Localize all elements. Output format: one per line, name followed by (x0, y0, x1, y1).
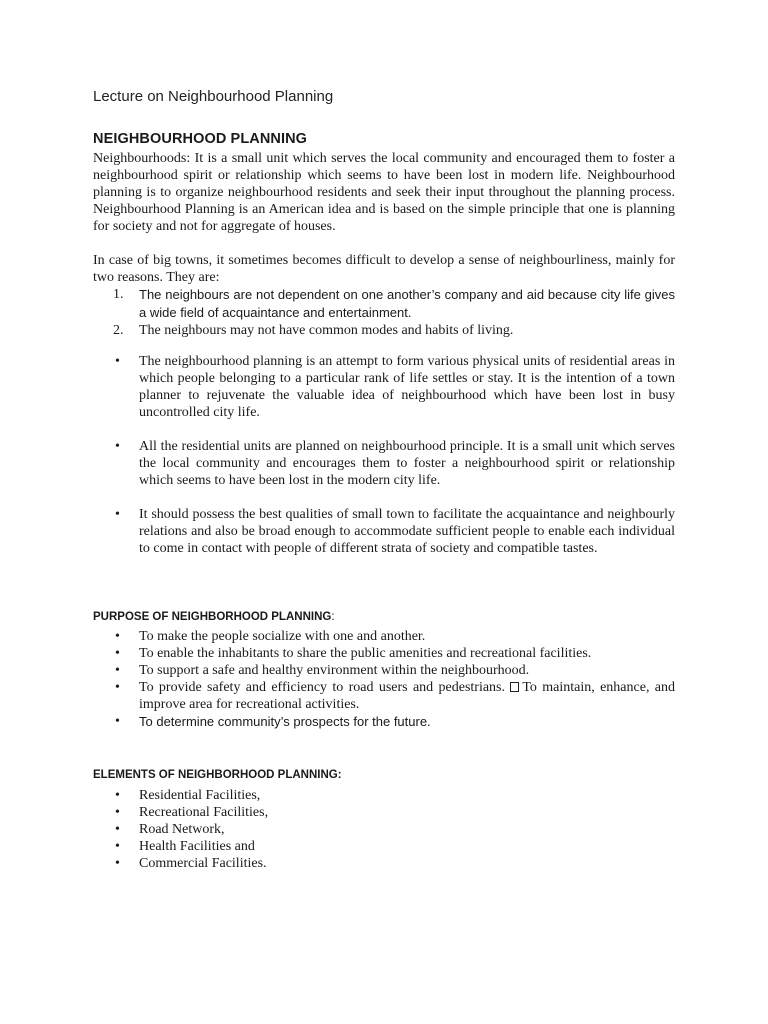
list-item-text: To make the people socialize with one and another. (139, 629, 426, 644)
bullet: • (115, 805, 120, 820)
list-item (93, 628, 675, 645)
list-item-text: All the residential units are planned on neighbourhood principle. It is a small unit which serves the local community and encourages them to foster a neighbourhood spirit or relationship which seems to have been lost in the modern city life. (139, 439, 675, 488)
list-item (93, 679, 675, 713)
list-item-text-continued: To maintain, enhance, and improve area for recreational activities. (139, 680, 675, 712)
list-item-text: To provide safety and efficiency to road users and pedestrians. (139, 680, 505, 695)
list-item-text: The neighbours are not dependent on one another’s company and aid because city life gives a wide field of acquaintance and entertainment. (139, 287, 675, 320)
list-item (93, 506, 675, 557)
list-item-text: It should possess the best qualities of small town to facilitate the acquaintance and neighbourly relations and also be broad enough to accommodate sufficient people to enable each individual to come in contact with people of different strata of society and compatible tastes. (139, 507, 675, 556)
list-number: 1. (113, 287, 124, 302)
list-item (93, 855, 675, 872)
bullet: • (115, 439, 120, 454)
reasons-intro-paragraph: In case of big towns, it sometimes becomes difficult to develop a sense of neighbourliness, mainly for two reasons. They are: (93, 253, 675, 285)
bullet: • (115, 629, 120, 644)
point-list-1 (93, 353, 675, 421)
list-item (93, 438, 675, 489)
point-list-3 (93, 506, 675, 557)
purpose-list (93, 628, 675, 731)
bullet: • (115, 680, 120, 695)
bullet: • (115, 354, 120, 369)
list-item-text: The neighbours may not have common modes and habits of living. (139, 323, 514, 338)
bullet: • (115, 856, 120, 871)
list-item-text: To support a safe and healthy environment within the neighbourhood. (139, 663, 530, 678)
missing-glyph-box-icon (510, 682, 519, 692)
list-item (93, 787, 675, 804)
intro-paragraph: Neighbourhoods: It is a small unit which serves the local community and encouraged them to foster a neighbourhood spirit or relationship which seems to have been lost in modern life. Neighbourhood planning is to organize neighbourhood residents and seek their input throughout the planning process. Neighbourhood Planning is an American idea and is based on the simple principle that one is planning for society and not for aggregate of houses. (93, 151, 675, 234)
document-title: Lecture on Neighbourhood Planning (93, 88, 334, 105)
list-item (93, 322, 675, 339)
reasons-list (93, 286, 675, 339)
list-item (93, 353, 675, 421)
bullet: • (115, 663, 120, 678)
list-item-text: Commercial Facilities. (139, 856, 267, 871)
list-item (93, 645, 675, 662)
point-list-2 (93, 438, 675, 489)
section-heading: NEIGHBOURHOOD PLANNING (93, 131, 308, 147)
list-item-text: To determine community’s prospects for the future. (139, 714, 431, 729)
bullet: • (115, 646, 120, 661)
bullet: • (115, 714, 120, 729)
list-item (93, 713, 675, 731)
bullet: • (115, 788, 120, 803)
list-item (93, 662, 675, 679)
purpose-heading-colon: : (331, 611, 335, 623)
list-item (93, 838, 675, 855)
list-item (93, 804, 675, 821)
bullet: • (115, 507, 120, 522)
list-item-text: Road Network, (139, 822, 225, 837)
purpose-heading (93, 611, 335, 623)
list-item-text: Health Facilities and (139, 839, 255, 854)
elements-list (93, 787, 675, 872)
bullet: • (115, 839, 120, 854)
list-item-text: To enable the inhabitants to share the public amenities and recreational facilities. (139, 646, 592, 661)
list-item-text: The neighbourhood planning is an attempt to form various physical units of residential areas in which people belonging to a particular rank of life settles or stay. It is the intention of a town planner to rejuvenate the valuable idea of neighbourhood which have been lost in busy uncontrolled city life. (139, 354, 675, 420)
purpose-heading-text: PURPOSE OF NEIGHBORHOOD PLANNING (93, 611, 332, 623)
bullet: • (115, 822, 120, 837)
elements-heading: ELEMENTS OF NEIGHBORHOOD PLANNING: (93, 769, 342, 781)
list-item (93, 286, 675, 322)
list-item-text: Recreational Facilities, (139, 805, 269, 820)
list-item (93, 821, 675, 838)
list-item-text: Residential Facilities, (139, 788, 261, 803)
list-number: 2. (113, 323, 124, 338)
